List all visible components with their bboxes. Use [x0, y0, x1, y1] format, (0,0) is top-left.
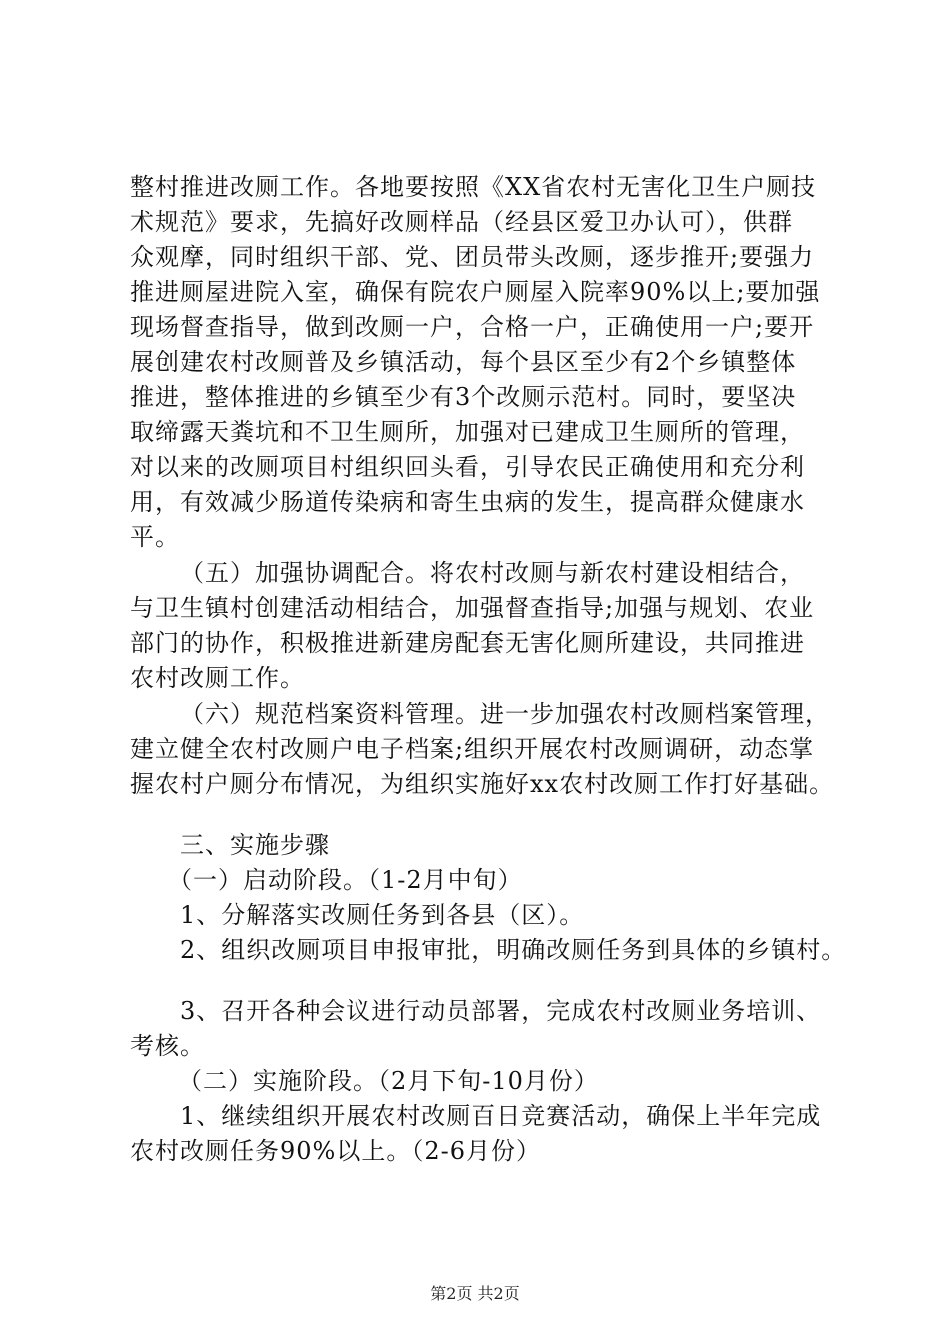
text-line: 与卫生镇村创建活动相结合，加强督查指导;加强与规划、农业: [130, 594, 815, 622]
text-line: 部门的协作，积极推进新建房配套无害化厕所建设，共同推进: [130, 629, 805, 657]
text-line: （六）规范档案资料管理。进一步加强农村改厕档案管理，: [180, 700, 830, 728]
text-line: 整村推进改厕工作。各地要按照《XX省农村无害化卫生户厕技: [130, 173, 817, 201]
text-line: 平。: [130, 523, 180, 551]
text-line: （五）加强协调配合。将农村改厕与新农村建设相结合，: [180, 559, 805, 587]
text-line: 术规范》要求，先搞好改厕样品（经县区爱卫办认可），供群: [130, 208, 793, 236]
text-line: 推进厕屋进院入室，确保有院农户厕屋入院率90%以上;要加强: [130, 278, 821, 306]
text-line: 展创建农村改厕普及乡镇活动，每个县区至少有2个乡镇整体: [130, 348, 797, 376]
text-line: 众观摩，同时组织干部、党、团员带头改厕，逐步推开;要强力: [130, 243, 815, 271]
text-line: 3、召开各种会议进行动员部署，完成农村改厕业务培训、: [180, 997, 822, 1025]
text-line: 用，有效减少肠道传染病和寄生虫病的发生，提高群众健康水: [130, 488, 805, 516]
text-line: 农村改厕任务90%以上。（2-6月份）: [130, 1137, 541, 1165]
text-line: 考核。: [130, 1032, 205, 1060]
stage-heading: （二）实施阶段。（2月下旬-10月份）: [178, 1067, 599, 1095]
list-item: 2、组织改厕项目申报审批，明确改厕任务到具体的乡镇村。: [180, 936, 847, 964]
stage-heading: （一）启动阶段。（1-2月中旬）: [168, 866, 523, 894]
list-item: 1、分解落实改厕任务到各县（区）。: [180, 901, 585, 929]
text-line: 现场督查指导，做到改厕一户，合格一户，正确使用一户;要开: [130, 313, 815, 341]
text-line: 农村改厕工作。: [130, 664, 305, 692]
text-line: 推进，整体推进的乡镇至少有3个改厕示范村。同时，要坚决: [130, 383, 797, 411]
text-line: 对以来的改厕项目村组织回头看，引导农民正确使用和充分利: [130, 453, 805, 481]
section-heading: 三、实施步骤: [180, 831, 330, 859]
text-line: 握农村户厕分布情况，为组织实施好xx农村改厕工作打好基础。: [130, 770, 835, 798]
page-footer: 第2页 共2页: [430, 1284, 520, 1303]
text-line: 建立健全农村改厕户电子档案;组织开展农村改厕调研，动态掌: [130, 735, 815, 763]
text-line: 1、继续组织开展农村改厕百日竞赛活动，确保上半年完成: [180, 1102, 822, 1130]
text-line: 取缔露天粪坑和不卫生厕所，加强对已建成卫生厕所的管理，: [130, 418, 805, 446]
